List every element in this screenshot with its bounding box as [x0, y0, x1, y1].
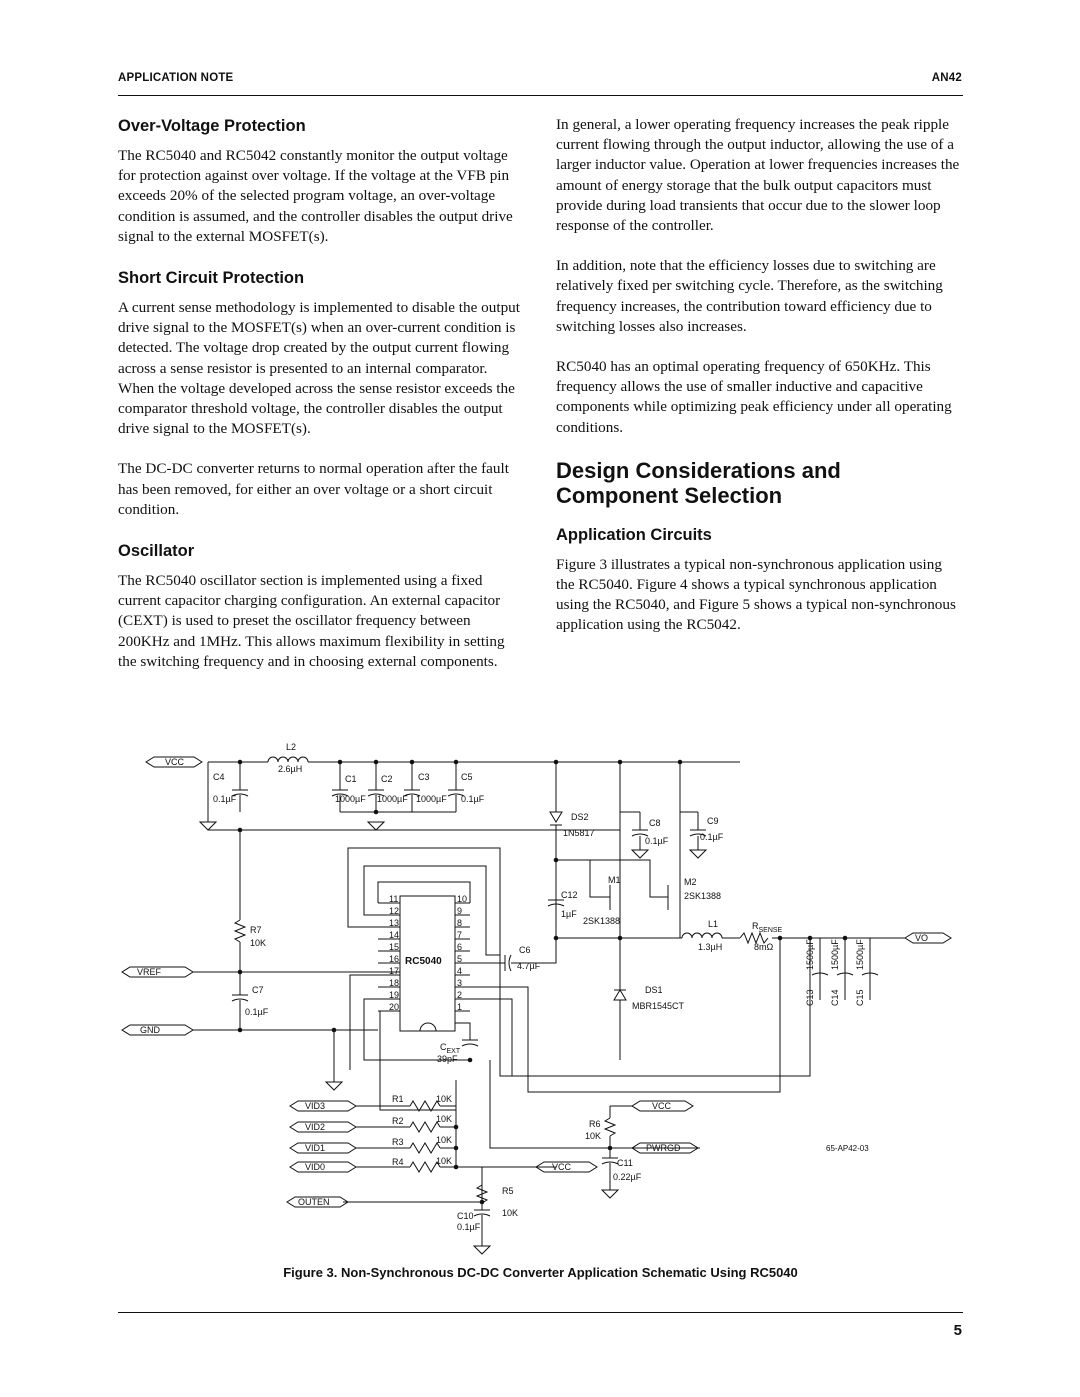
label-c8: C8 — [649, 818, 661, 828]
label-r2-value: 10K — [436, 1114, 453, 1124]
label-r1-value: 10K — [436, 1094, 453, 1104]
frequency-paragraph-3: RC5040 has an optimal operating frequency of 650KHz. This frequency allows the use of smaller inductive and capacitive components while optimizing peak efficiency under all operating conditions. — [556, 358, 952, 436]
label-r6: R6 — [589, 1119, 601, 1129]
label-rsense: $R_{SENSE}$ — [752, 921, 783, 934]
label-c15: C15 — [855, 989, 865, 1006]
label-c6-value: 4.7µF — [517, 961, 541, 971]
label-cext: $C_{EXT}$ — [440, 1042, 461, 1055]
label-c9-value: 0.1µF — [700, 832, 724, 842]
label-c4-value: 0.1µF — [213, 794, 237, 804]
label-l1-value: 1.3µH — [698, 942, 723, 952]
pin-12: 12 — [389, 906, 400, 916]
label-r5: R5 — [502, 1186, 514, 1196]
pin-3: 3 — [457, 978, 463, 988]
label-c2-value: 1000µF — [377, 794, 408, 804]
label-c4: C4 — [213, 772, 225, 782]
label-c10: C10 — [457, 1211, 474, 1221]
label-c3: C3 — [418, 772, 430, 782]
label-c10-value: 0.1µF — [457, 1222, 481, 1232]
pin-16: 16 — [389, 954, 400, 964]
label-c9: C9 — [707, 816, 719, 826]
label-rsense-value: 8mΩ — [754, 942, 774, 952]
label-c2: C2 — [381, 774, 393, 784]
pad-vcc-r5: VCC — [552, 1162, 572, 1172]
label-c5: C5 — [461, 772, 473, 782]
pin-5: 5 — [457, 954, 463, 964]
label-c1: C1 — [345, 774, 357, 784]
ic-rc5040-label: RC5040 — [405, 956, 442, 967]
footer-rule — [118, 1312, 963, 1313]
oscillator-heading: Oscillator — [118, 542, 195, 561]
label-r3-value: 10K — [436, 1135, 453, 1145]
frequency-paragraph-2: In addition, note that the efficiency losses due to switching are relatively fixed per switching cycle. Therefore, as the switching frequency increases, the contribution toward efficiency due to switching losses also increases. — [556, 257, 943, 335]
pin-6: 6 — [457, 942, 463, 952]
ovp-heading: Over-Voltage Protection — [118, 117, 306, 135]
pin-1: 1 — [457, 1002, 463, 1012]
label-c13-value: 1500µF — [805, 939, 815, 970]
figure-caption: Figure 3. Non-Synchronous DC-DC Converter Application Schematic Using RC5040 — [283, 1265, 798, 1280]
label-c1-value: 1000µF — [335, 794, 366, 804]
scp-paragraph-2: The DC-DC converter returns to normal operation after the fault has been removed, for either an over voltage or a short circuit condition. — [118, 460, 509, 518]
label-r6-value: 10K — [585, 1131, 602, 1141]
label-r3: R3 — [392, 1137, 404, 1147]
label-c14: C14 — [830, 989, 840, 1006]
header-doc-id: AN42 — [931, 72, 962, 84]
label-c5-value: 0.1µF — [461, 794, 485, 804]
pin-18: 18 — [389, 978, 400, 988]
page-number: 5 — [953, 1322, 962, 1339]
oscillator-paragraph: The RC5040 oscillator section is implemented using a fixed current capacitor charging configuration. An external capacitor (CEXT) is used to preset the oscillator frequency between 200KHz and 1MHz. This allows maximum flexibility in setting the switching frequency and in choosing external components. — [118, 572, 505, 670]
pad-vid1: VID1 — [305, 1143, 326, 1153]
label-r1: R1 — [392, 1094, 404, 1104]
label-l1: L1 — [708, 919, 719, 929]
label-r2: R2 — [392, 1116, 404, 1126]
label-r7: R7 — [250, 925, 262, 935]
header-title: APPLICATION NOTE — [118, 72, 234, 84]
pad-outen: OUTEN — [298, 1197, 330, 1207]
scp-paragraph-1: A current sense methodology is implemented to disable the output drive signal to the MOSFET(s) when an over-current condition is detected. The voltage drop created by the output current flowing across a sense resistor is presented to an internal comparator. When the voltage developed across the sense resistor exceeds the comparator threshold voltage, the controller disables the output drive signal to the MOSFET(s). — [118, 299, 520, 438]
label-ds2-part: 1N5817 — [563, 828, 595, 838]
label-m1: M1 — [608, 875, 621, 885]
label-c12: C12 — [561, 890, 578, 900]
label-m2: M2 — [684, 877, 697, 887]
pin-9: 9 — [457, 906, 463, 916]
label-c12-value: 1µF — [561, 909, 577, 919]
pad-gnd: GND — [140, 1025, 160, 1035]
pin-2: 2 — [457, 990, 463, 1000]
section-title: Design Considerations and Component Selection — [556, 457, 841, 508]
app-circuits-heading: Application Circuits — [556, 525, 712, 544]
pin-13: 13 — [389, 918, 400, 928]
pin-19: 19 — [389, 990, 400, 1000]
app-circuits-paragraph: Figure 3 illustrates a typical non-synchronous application using the RC5040. Figure 4 shows a typical synchronous application using the RC5040, and Figure 5 shows a typical non-synchronous application using the RC5042. — [556, 555, 956, 634]
pin-8: 8 — [457, 918, 463, 928]
ovp-paragraph: The RC5040 and RC5042 constantly monitor the output voltage for protection against over voltage. If the voltage at the VFB pin exceeds 20% of the selected program voltage, an over-voltage condition is assumed, and the controller disables the output drive signal to the external MOSFET(s). — [118, 147, 513, 245]
pad-vref: VREF — [137, 967, 162, 977]
pad-vid0: VID0 — [305, 1162, 326, 1172]
pad-vid3: VID3 — [305, 1101, 326, 1111]
label-c15-value: 1500µF — [855, 939, 865, 970]
pin-14: 14 — [389, 930, 400, 940]
pad-pwrgd: PWRGD — [646, 1143, 681, 1153]
label-r7-value: 10K — [250, 938, 267, 948]
pin-4: 4 — [457, 966, 463, 976]
figure-code: 65-AP42-03 — [826, 1144, 869, 1153]
pad-vo: VO — [915, 933, 929, 943]
label-c14-value: 1500µF — [830, 939, 840, 970]
pin-17: 17 — [389, 966, 400, 976]
label-r5-value: 10K — [502, 1208, 519, 1218]
label-c8-value: 0.1µF — [645, 836, 669, 846]
label-m1-part: 2SK1388 — [583, 916, 621, 926]
scp-heading: Short Circuit Protection — [118, 269, 305, 288]
frequency-paragraph-1: In general, a lower operating frequency increases the peak ripple current flowing through the output inductor, allowing the use of a larger inductor value. Operation at lower frequencies increases the amount of energy storage that the bulk output capacitors must provide during load transients that occur due to the slower loop response of the controller. — [556, 116, 960, 235]
pad-vcc-pwrgd: VCC — [652, 1101, 672, 1111]
label-c11: C11 — [617, 1158, 633, 1168]
label-c3-value: 1000µF — [416, 794, 447, 804]
label-ds1-part: MBR1545CT — [632, 1001, 685, 1011]
pin-7: 7 — [457, 930, 463, 940]
pin-20: 20 — [389, 1002, 400, 1012]
label-m2-part: 2SK1388 — [684, 891, 722, 901]
label-r4: R4 — [392, 1157, 404, 1167]
label-r4-value: 10K — [436, 1156, 453, 1166]
label-c13: C13 — [805, 989, 815, 1006]
label-l2: L2 — [286, 742, 297, 752]
pin-11: 11 — [389, 894, 399, 904]
label-ds2: DS2 — [571, 812, 589, 822]
label-c6: C6 — [519, 945, 531, 955]
label-c7: C7 — [252, 985, 264, 995]
label-l2-value: 2.6µH — [278, 764, 303, 774]
pad-vid2: VID2 — [305, 1122, 326, 1132]
pin-10: 10 — [457, 894, 468, 904]
pad-vcc-input: VCC — [165, 757, 185, 767]
label-cext-value: 39pF — [437, 1054, 458, 1064]
label-c7-value: 0.1µF — [245, 1007, 269, 1017]
pin-15: 15 — [389, 942, 400, 952]
label-ds1: DS1 — [645, 985, 663, 995]
label-c11-value: 0.22µF — [613, 1172, 642, 1182]
